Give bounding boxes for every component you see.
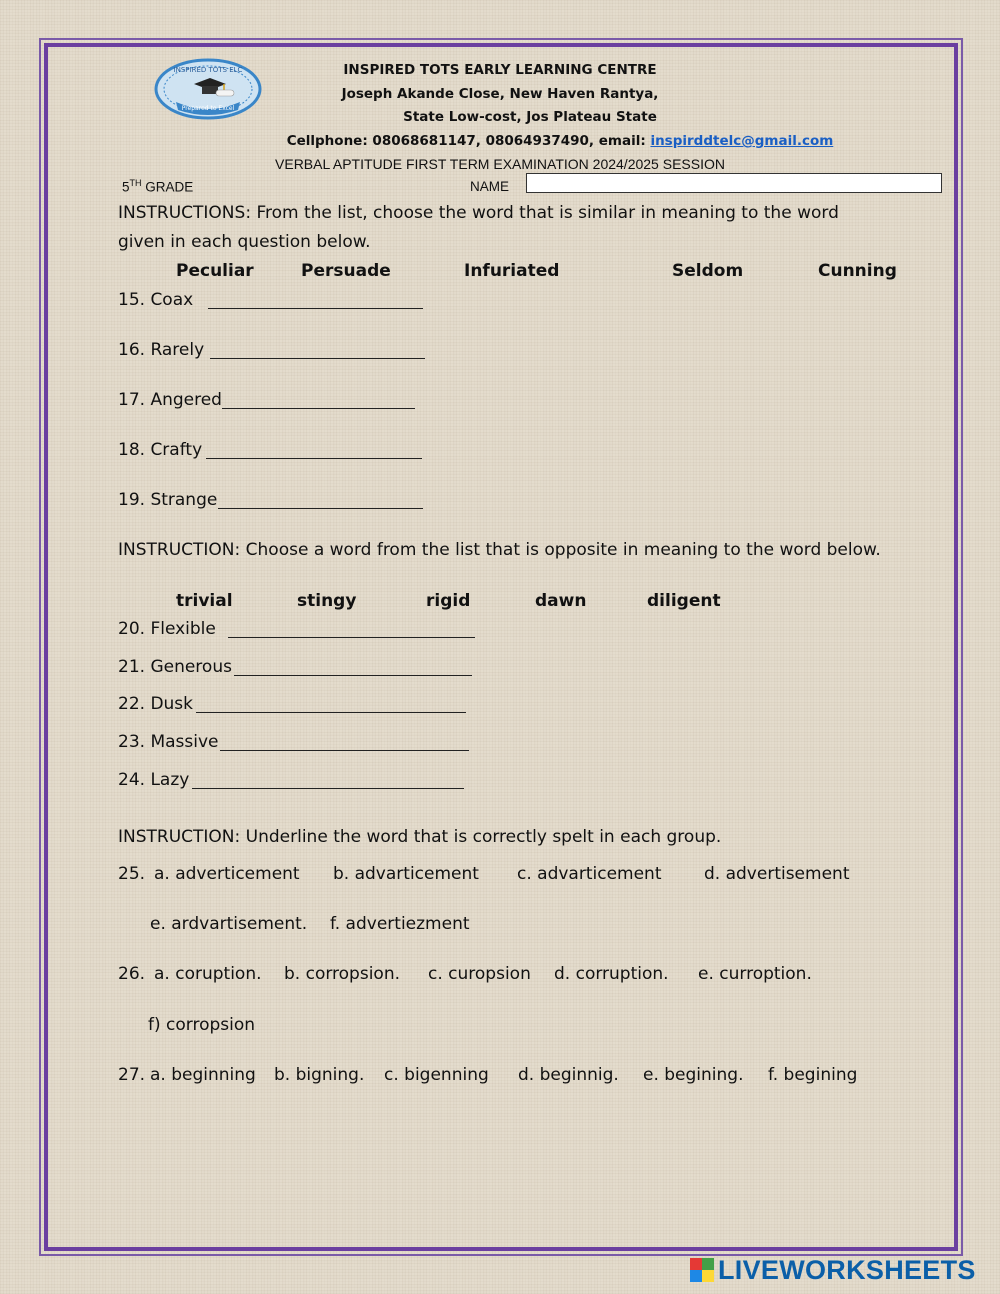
- question-23: 23. Massive: [118, 732, 219, 752]
- school-name: INSPIRED TOTS EARLY LEARNING CENTRE: [343, 62, 657, 78]
- spelling-option[interactable]: e. ardvartisement.: [150, 914, 308, 934]
- question-26-number: 26.: [118, 964, 146, 984]
- spelling-option[interactable]: b. advarticement: [333, 864, 479, 884]
- word-option: dawn: [535, 591, 587, 611]
- word-option: Peculiar: [176, 261, 254, 281]
- question-21: 21. Generous: [118, 657, 232, 677]
- contact-prefix: Cellphone: 08068681147, 08064937490, email:: [286, 133, 651, 149]
- grade-word: GRADE: [141, 179, 194, 195]
- spelling-option[interactable]: a. adverticement: [154, 864, 300, 884]
- spelling-option[interactable]: f. begining: [768, 1065, 858, 1085]
- address-line-2: State Low-cost, Jos Plateau State: [403, 109, 657, 125]
- logo-ribbon-text: Prepared to Excel: [181, 105, 235, 112]
- question-16: 16. Rarely: [118, 340, 205, 360]
- spelling-option[interactable]: c. advarticement: [517, 864, 662, 884]
- question-25-number: 25.: [118, 864, 146, 884]
- liveworksheets-logo-icon: [690, 1258, 714, 1282]
- answer-blank-22[interactable]: [196, 712, 466, 713]
- address-line-1: Joseph Akande Close, New Haven Rantya,: [341, 86, 659, 102]
- grade-number: 5: [122, 179, 130, 195]
- word-option: Persuade: [301, 261, 391, 281]
- answer-blank-21[interactable]: [234, 675, 472, 676]
- question-20: 20. Flexible: [118, 619, 216, 639]
- spelling-option[interactable]: d. beginnig.: [518, 1065, 619, 1085]
- answer-blank-19[interactable]: [218, 508, 423, 509]
- instruction-opposite: INSTRUCTION: Choose a word from the list that is opposite in meaning to the word below.: [118, 540, 881, 560]
- question-17: 17. Angered: [118, 390, 222, 410]
- question-19: 19. Strange: [118, 490, 218, 510]
- logo-top-text: INSPIRED TOTS ELC: [173, 66, 243, 74]
- name-input[interactable]: [526, 173, 942, 193]
- spelling-option[interactable]: c. bigenning: [384, 1065, 489, 1085]
- answer-blank-18[interactable]: [206, 458, 422, 459]
- spelling-option[interactable]: c. curopsion: [428, 964, 531, 984]
- answer-blank-23[interactable]: [220, 750, 469, 751]
- answer-blank-20[interactable]: [228, 637, 475, 638]
- word-option: trivial: [176, 591, 233, 611]
- spelling-option[interactable]: f) corropsion: [148, 1015, 256, 1035]
- spelling-option[interactable]: b. corropsion.: [284, 964, 401, 984]
- liveworksheets-brand[interactable]: [690, 1255, 976, 1285]
- spelling-option[interactable]: f. advertiezment: [330, 914, 470, 934]
- liveworksheets-wordmark: LIVEWORKSHEETS: [718, 1254, 976, 1285]
- answer-blank-24[interactable]: [192, 788, 464, 789]
- spelling-option[interactable]: e. begining.: [643, 1065, 744, 1085]
- question-27-number: 27.: [118, 1065, 146, 1085]
- spelling-option[interactable]: b. bigning.: [274, 1065, 365, 1085]
- instruction-spelling: INSTRUCTION: Underline the word that is correctly spelt in each group.: [118, 827, 722, 847]
- word-option: diligent: [647, 591, 721, 611]
- word-option: rigid: [426, 591, 471, 611]
- grade-label: [122, 178, 193, 195]
- instruction-similar-line1: INSTRUCTIONS: From the list, choose the word that is similar in meaning to the word: [118, 203, 839, 223]
- grade-suffix: TH: [129, 178, 142, 188]
- question-24: 24. Lazy: [118, 770, 190, 790]
- spelling-option[interactable]: d. advertisement: [704, 864, 850, 884]
- spelling-option[interactable]: e. curroption.: [698, 964, 812, 984]
- word-option: Infuriated: [464, 261, 560, 281]
- contact-line: [60, 133, 1000, 149]
- email-link[interactable]: inspirddtelc@gmail.com: [650, 133, 834, 149]
- word-option: Cunning: [818, 261, 897, 281]
- exam-title: VERBAL APTITUDE FIRST TERM EXAMINATION 2024/2025 SESSION: [275, 156, 725, 172]
- word-option: stingy: [297, 591, 357, 611]
- name-label: NAME: [470, 179, 510, 194]
- answer-blank-15[interactable]: [208, 308, 423, 309]
- question-15: 15. Coax: [118, 290, 194, 310]
- answer-blank-17[interactable]: [222, 408, 415, 409]
- spelling-option[interactable]: a. beginning: [150, 1065, 256, 1085]
- spelling-option[interactable]: a. coruption.: [154, 964, 262, 984]
- instruction-similar-line2: given in each question below.: [118, 232, 371, 252]
- answer-blank-16[interactable]: [210, 358, 425, 359]
- word-option: Seldom: [672, 261, 744, 281]
- question-18: 18. Crafty: [118, 440, 203, 460]
- question-22: 22. Dusk: [118, 694, 194, 714]
- spelling-option[interactable]: d. corruption.: [554, 964, 669, 984]
